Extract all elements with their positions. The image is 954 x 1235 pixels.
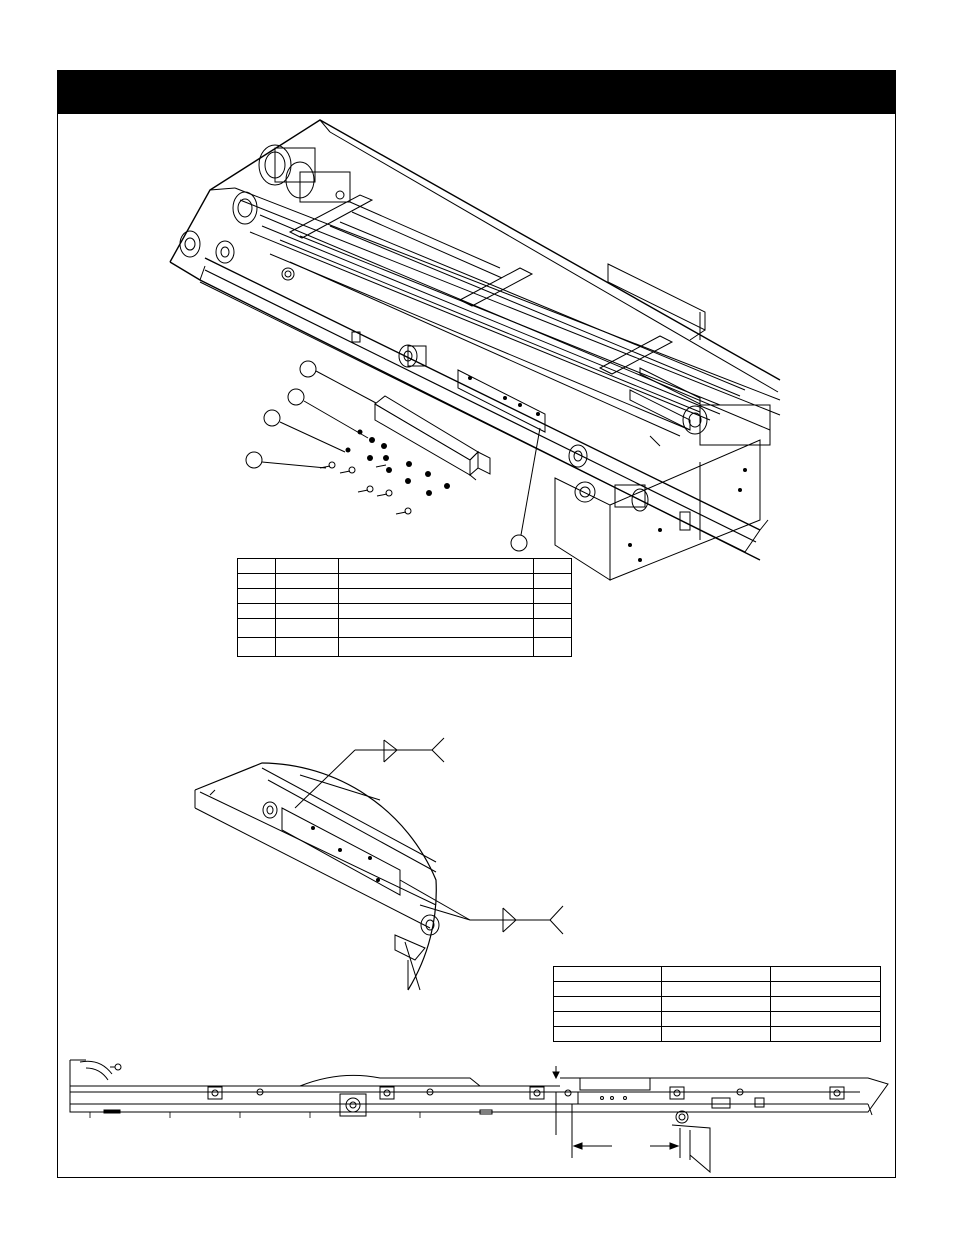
table-cell (534, 589, 572, 604)
table-cell (238, 619, 276, 638)
table-cell (275, 604, 338, 619)
table-cell (238, 559, 276, 574)
table-cell (661, 1027, 771, 1042)
table-cell (534, 638, 572, 657)
table-cell (771, 982, 881, 997)
table-row (554, 1027, 881, 1042)
table-cell (238, 638, 276, 657)
table-cell (534, 559, 572, 574)
table-row (238, 559, 572, 574)
table-cell (661, 1012, 771, 1027)
table-row (554, 982, 881, 997)
table-cell (338, 604, 533, 619)
parts-table (237, 558, 572, 657)
table-cell (275, 589, 338, 604)
table-cell (771, 997, 881, 1012)
table-cell (771, 1027, 881, 1042)
table-cell (771, 1012, 881, 1027)
table-cell (275, 638, 338, 657)
table-row (554, 997, 881, 1012)
spec-table (553, 966, 881, 1042)
table-cell (534, 619, 572, 638)
table-cell (338, 589, 533, 604)
table-cell (338, 574, 533, 589)
table-row (238, 638, 572, 657)
table-cell (554, 1012, 662, 1027)
table-cell (238, 574, 276, 589)
table-cell (275, 574, 338, 589)
table-cell (554, 1027, 662, 1042)
table-cell (554, 982, 662, 997)
table-row (238, 619, 572, 638)
table-cell (275, 559, 338, 574)
table-cell (771, 967, 881, 982)
exploded-guard-drawing (375, 396, 490, 480)
table-cell (661, 982, 771, 997)
table-cell (534, 574, 572, 589)
table-cell (554, 967, 662, 982)
table-row (554, 1012, 881, 1027)
table-cell (661, 967, 771, 982)
table-row (238, 574, 572, 589)
table-cell (275, 619, 338, 638)
table-row (238, 604, 572, 619)
table-cell (238, 589, 276, 604)
table-cell (534, 604, 572, 619)
table-cell (238, 604, 276, 619)
side-elevation-drawing (70, 1060, 888, 1172)
fastener-set (320, 430, 450, 515)
table-row (554, 967, 881, 982)
table-cell (661, 997, 771, 1012)
table-row (238, 589, 572, 604)
table-cell (338, 559, 533, 574)
conveyor-assembly-drawing (170, 120, 780, 580)
table-cell (554, 997, 662, 1012)
detail-view-drawing (195, 738, 563, 990)
table-cell (338, 638, 533, 657)
table-cell (338, 619, 533, 638)
